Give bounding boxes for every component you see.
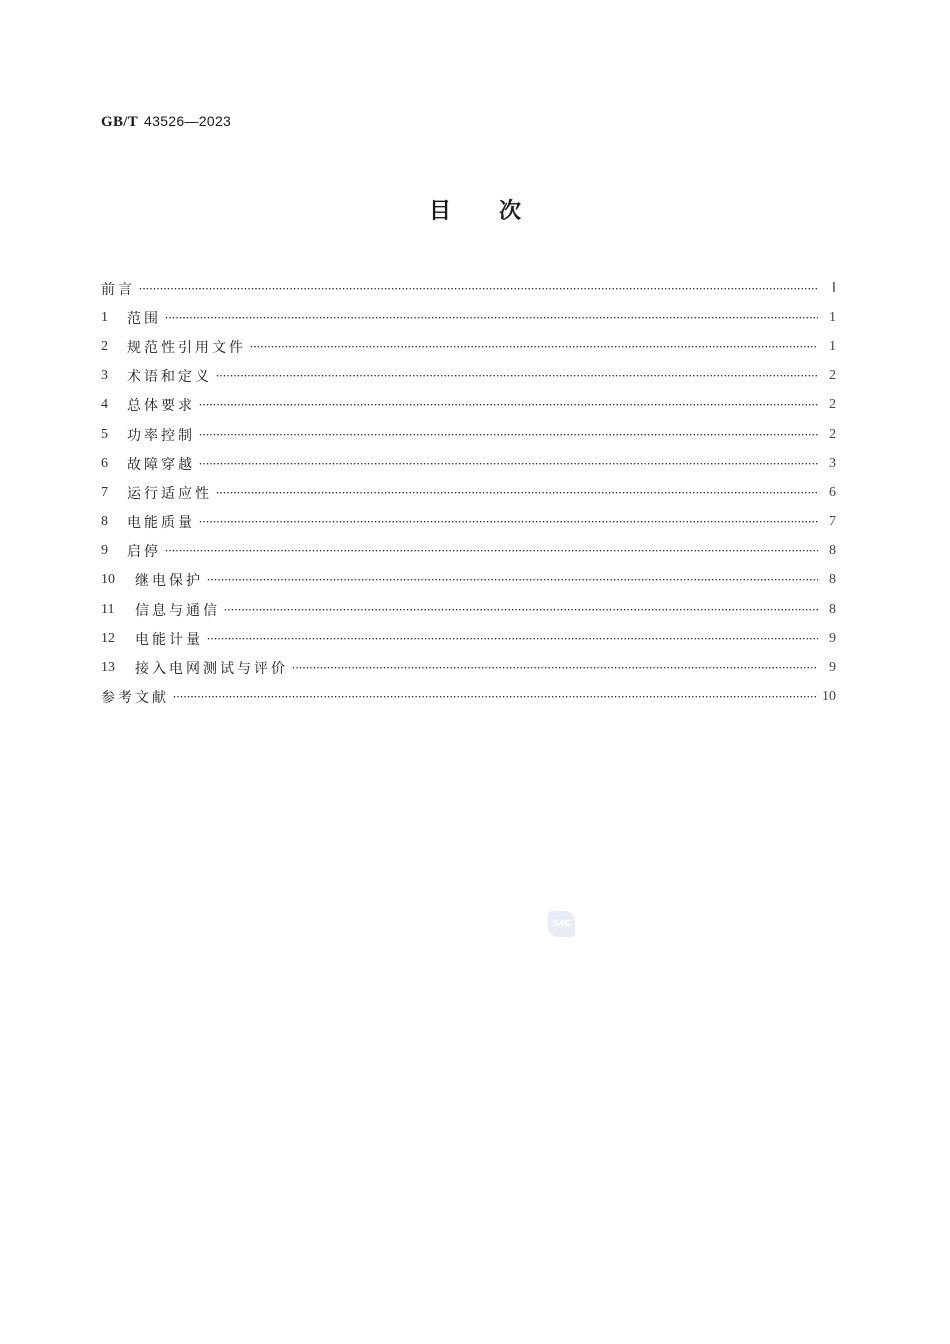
toc-leader-dots xyxy=(173,690,816,704)
toc-entry-bibliography[interactable] xyxy=(101,683,836,712)
title-char-1: 目 xyxy=(428,199,451,224)
toc-entry-8[interactable] xyxy=(101,508,836,537)
toc-page-number: 1 xyxy=(829,338,836,354)
standard-code xyxy=(101,113,231,131)
toc-section-number: 13 xyxy=(101,660,115,676)
toc-page-number: 8 xyxy=(829,543,836,559)
toc-leader-dots xyxy=(199,457,818,471)
toc-label: 运行适应性 xyxy=(127,485,212,502)
toc-label: 电能计量 xyxy=(135,631,203,648)
toc-label: 继电保护 xyxy=(135,573,203,590)
toc-entry-6[interactable] xyxy=(101,449,836,478)
toc-leader-dots xyxy=(216,486,818,500)
toc-page-number: 9 xyxy=(829,630,836,646)
toc-page-number: 3 xyxy=(829,455,836,471)
toc-leader-dots xyxy=(165,544,818,558)
toc-entry-5[interactable] xyxy=(101,420,836,449)
toc-label: 故障穿越 xyxy=(127,456,195,473)
toc-label: 参考文献 xyxy=(101,690,169,707)
toc-label: 术语和定义 xyxy=(127,369,212,386)
standard-prefix: GB/T xyxy=(101,114,139,130)
toc-leader-dots xyxy=(216,369,818,383)
toc-leader-dots xyxy=(207,632,818,646)
toc-page-number: 7 xyxy=(829,514,836,530)
toc-page-number: 8 xyxy=(829,572,836,588)
toc-page-number: 10 xyxy=(822,689,836,705)
toc-page-number: 2 xyxy=(829,397,836,413)
toc-entry-7[interactable] xyxy=(101,478,836,507)
toc-label: 电能质量 xyxy=(127,515,195,532)
toc-page-number: 8 xyxy=(829,601,836,617)
page-title xyxy=(0,194,950,225)
toc-section-number: 1 xyxy=(101,309,108,325)
toc-section-number: 8 xyxy=(101,514,108,530)
standard-number: 43526—2023 xyxy=(144,113,232,129)
toc-leader-dots xyxy=(207,573,818,587)
toc-section-number: 2 xyxy=(101,338,108,354)
toc-section-number: 5 xyxy=(101,426,108,442)
toc-entry-1[interactable] xyxy=(101,303,836,332)
toc-section-number: 11 xyxy=(101,601,115,617)
toc-label: 总体要求 xyxy=(127,398,195,415)
toc-section-number: 7 xyxy=(101,484,108,500)
toc-label: 范围 xyxy=(127,310,161,327)
toc-leader-dots xyxy=(250,340,818,354)
table-of-contents xyxy=(101,274,836,712)
toc-entry-4[interactable] xyxy=(101,391,836,420)
toc-section-number: 6 xyxy=(101,455,108,471)
toc-page-number: Ⅰ xyxy=(831,281,836,297)
toc-section-number: 10 xyxy=(101,572,115,588)
toc-entry-13[interactable] xyxy=(101,653,836,682)
toc-page-number: 2 xyxy=(829,368,836,384)
toc-leader-dots xyxy=(139,282,818,296)
toc-entry-12[interactable] xyxy=(101,624,836,653)
toc-leader-dots xyxy=(199,398,818,412)
toc-leader-dots xyxy=(199,515,818,529)
toc-section-number: 9 xyxy=(101,543,108,559)
toc-entry-foreword[interactable] xyxy=(101,274,836,303)
toc-entry-10[interactable] xyxy=(101,566,836,595)
toc-page-number: 1 xyxy=(829,309,836,325)
toc-label: 功率控制 xyxy=(127,427,195,444)
toc-page-number: 2 xyxy=(829,426,836,442)
toc-label: 规范性引用文件 xyxy=(127,339,246,356)
toc-entry-3[interactable] xyxy=(101,362,836,391)
toc-leader-dots xyxy=(165,311,818,325)
toc-label: 前言 xyxy=(101,281,135,298)
toc-page-number: 9 xyxy=(829,660,836,676)
toc-section-number: 12 xyxy=(101,630,115,646)
title-char-2: 次 xyxy=(499,199,522,224)
toc-entry-11[interactable] xyxy=(101,595,836,624)
toc-label: 接入电网测试与评价 xyxy=(135,661,288,678)
toc-section-number: 3 xyxy=(101,368,108,384)
toc-leader-dots xyxy=(224,603,818,617)
toc-section-number: 4 xyxy=(101,397,108,413)
sac-logo-icon xyxy=(548,911,575,937)
toc-entry-9[interactable] xyxy=(101,537,836,566)
toc-label: 信息与通信 xyxy=(135,602,220,619)
toc-entry-2[interactable] xyxy=(101,332,836,361)
watermark-text: SAC xyxy=(552,919,571,929)
toc-leader-dots xyxy=(292,661,818,675)
toc-label: 启停 xyxy=(127,544,161,561)
toc-leader-dots xyxy=(199,428,818,442)
toc-page-number: 6 xyxy=(829,484,836,500)
